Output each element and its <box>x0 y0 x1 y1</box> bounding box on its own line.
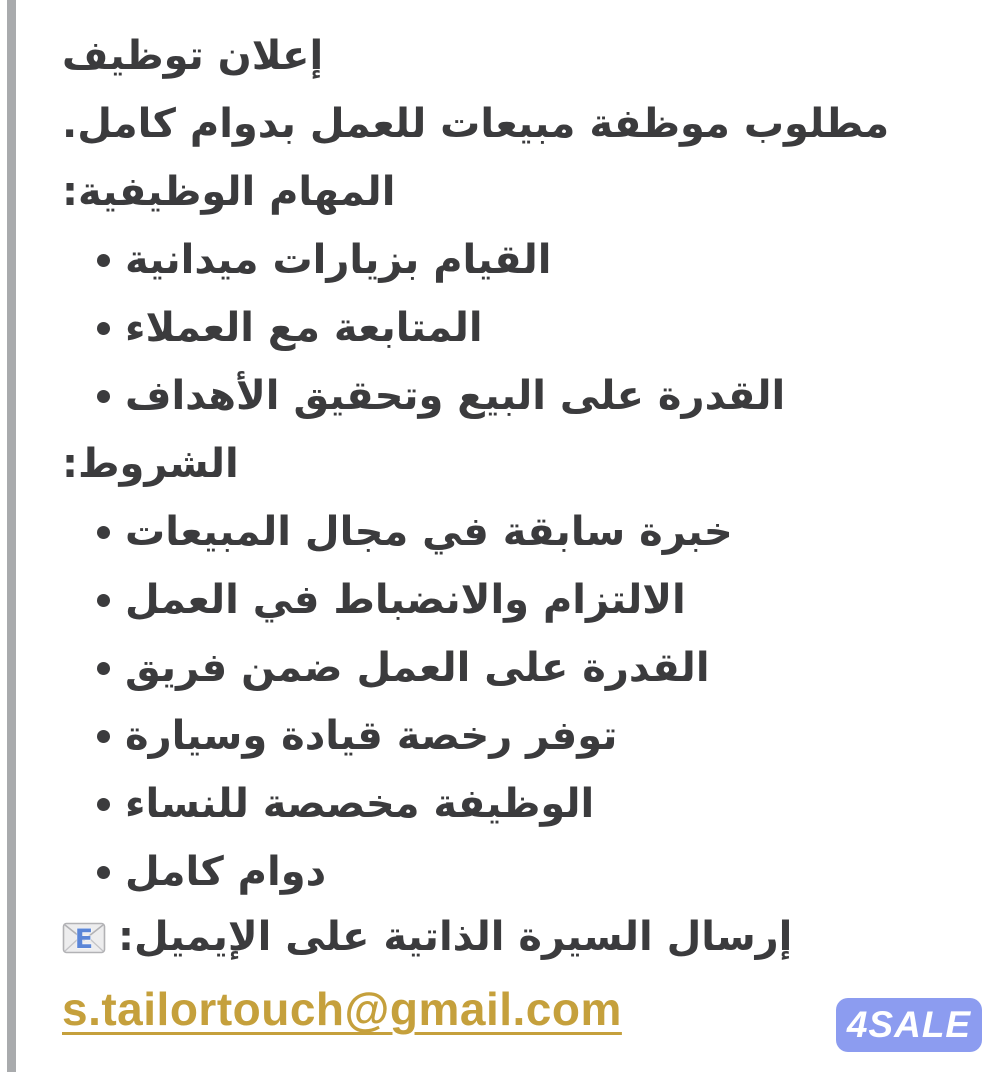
bullet-dot <box>97 594 110 607</box>
ad-intro: مطلوب موظفة مبيعات للعمل بدوام كامل. <box>62 101 890 147</box>
bullet-dot <box>97 390 110 403</box>
4sale-watermark <box>836 998 982 1052</box>
condition-item-text: خبرة سابقة في مجال المبيعات <box>125 509 733 555</box>
condition-item-text: دوام كامل <box>125 849 327 895</box>
condition-item-text: القدرة على العمل ضمن فريق <box>125 645 710 691</box>
task-item <box>62 226 977 294</box>
bullet-dot <box>97 526 110 539</box>
condition-item <box>62 498 977 566</box>
bullet-dot <box>97 866 110 879</box>
condition-item-text: توفر رخصة قيادة وسيارة <box>125 713 618 759</box>
4sale-watermark-label: 4SALE <box>846 1004 972 1045</box>
contact-line <box>62 906 977 968</box>
bullet-dot <box>97 662 110 675</box>
condition-item-text: الالتزام والانضباط في العمل <box>125 577 686 623</box>
condition-item-text: الوظيفة مخصصة للنساء <box>125 781 595 827</box>
bullet-dot <box>97 254 110 267</box>
ad-content <box>62 22 977 1044</box>
bullet-dot <box>97 798 110 811</box>
condition-item <box>62 702 977 770</box>
email-link[interactable]: s.tailortouch@gmail.com <box>62 983 622 1035</box>
task-item <box>62 362 977 430</box>
tasks-heading: المهام الوظيفية: <box>62 169 396 215</box>
condition-item <box>62 566 977 634</box>
svg-text:E: E <box>74 924 94 954</box>
left-edge-bar <box>7 0 16 1072</box>
title-line <box>62 22 977 90</box>
tasks-heading-line <box>62 158 977 226</box>
bullet-dot <box>97 322 110 335</box>
email-envelope-icon <box>62 920 106 954</box>
condition-item <box>62 634 977 702</box>
intro-line <box>62 90 977 158</box>
conditions-heading-line <box>62 430 977 498</box>
condition-item <box>62 838 977 906</box>
conditions-heading: الشروط: <box>62 441 239 487</box>
ad-title: إعلان توظيف <box>62 33 324 79</box>
task-item-text: القيام بزيارات ميدانية <box>125 237 552 283</box>
task-item <box>62 294 977 362</box>
task-item-text: القدرة على البيع وتحقيق الأهداف <box>125 373 786 419</box>
condition-item <box>62 770 977 838</box>
bullet-dot <box>97 730 110 743</box>
contact-label: إرسال السيرة الذاتية على الإيميل: <box>118 914 793 960</box>
task-item-text: المتابعة مع العملاء <box>125 305 483 351</box>
